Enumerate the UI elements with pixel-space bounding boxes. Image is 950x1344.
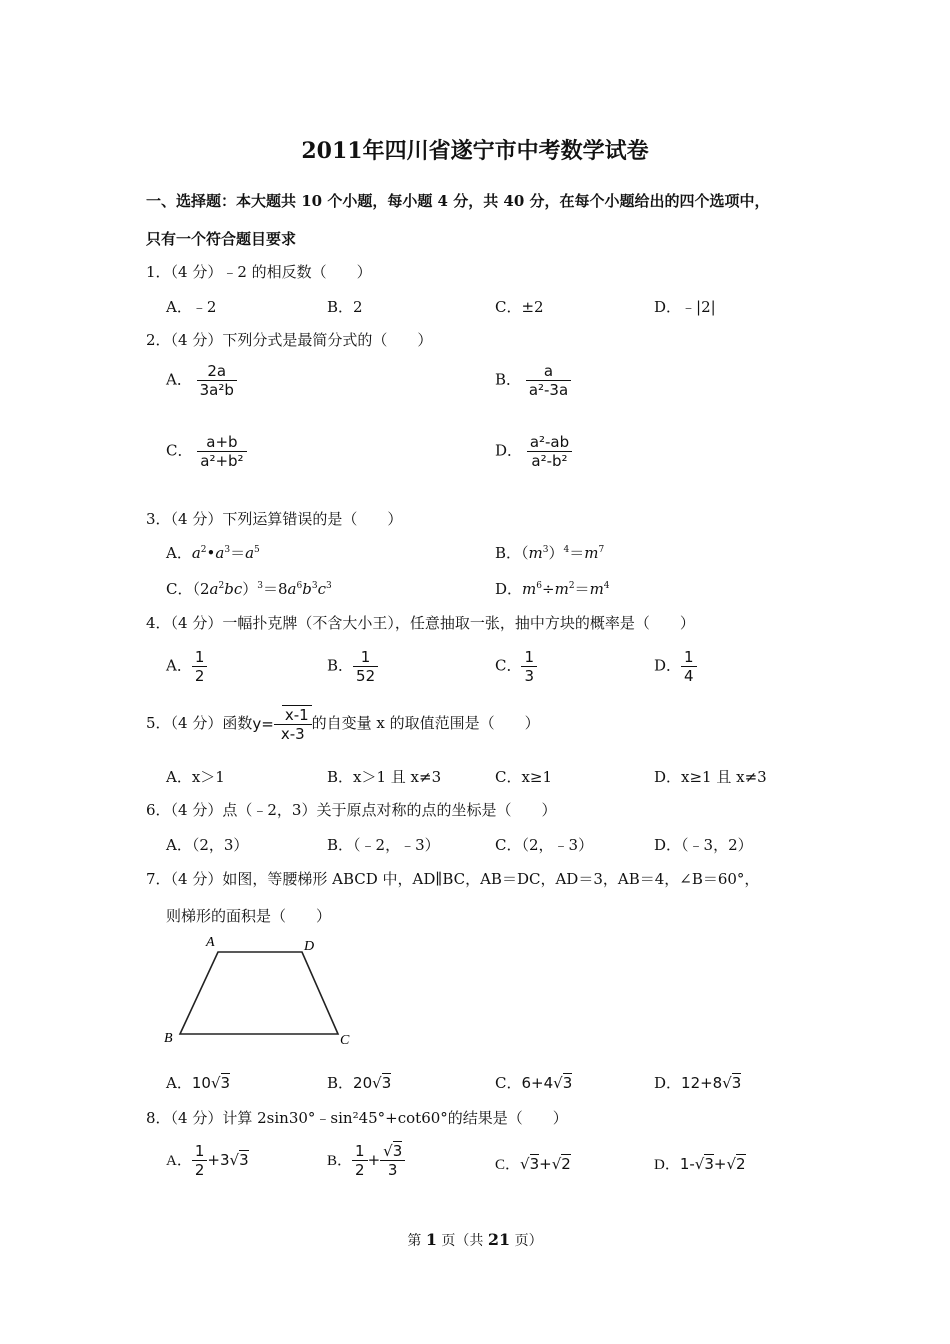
q8-option-c: C．√3+√2 (495, 1155, 571, 1173)
q4-b-num: 1 (360, 648, 371, 666)
q5-option-d: D．x≥1 且 x≠3 (654, 768, 767, 786)
q8-option-b: B． $\frac{1}{2}$ + $\frac{√3}{3}$ (327, 1142, 405, 1179)
q7-option-b: B．20√3 (327, 1074, 392, 1092)
q4-option-a (166, 648, 207, 685)
q5-option-c: C．x≥1 (495, 768, 553, 786)
q6-option-b: B．（﹣2，﹣3） (327, 836, 440, 854)
vertex-label-c: C (340, 1033, 350, 1048)
q2-b-fraction (526, 362, 571, 399)
q5-stem-pre: 5．（4 分）函数 (146, 714, 253, 732)
footer-post: 页） (510, 1233, 543, 1249)
page-footer (0, 1230, 950, 1250)
q5-option-a: A．x＞1 (166, 768, 225, 786)
footer-pre: 第 (407, 1233, 426, 1249)
q2-d-fraction (527, 433, 572, 470)
q2-b-den: a²-3a (528, 381, 569, 399)
q4-d-num: 1 (684, 648, 694, 666)
q8-option-a: A． $\frac{1}{2}$ +3√3 (166, 1142, 249, 1179)
q4-c-den: 3 (524, 667, 535, 685)
q2-a-fraction (197, 362, 237, 399)
q3-option-a: A．$a^2•a^3=a^5$ (166, 544, 260, 562)
q2-option-b (495, 362, 571, 399)
q7-b-label: B． (327, 1074, 354, 1092)
q5-option-b: B．x＞1 且 x≠3 (327, 768, 442, 786)
q5-stem-post: 的自变量 x 的取值范围是（ ） (311, 714, 540, 732)
q4-a-num: 1 (194, 648, 205, 666)
vertex-label-a: A (206, 935, 215, 950)
q2-d-label: D． (495, 441, 523, 460)
q2-option-d (495, 433, 572, 470)
q5-fn-num: x-1 (282, 705, 312, 724)
q3-d-label: D． (495, 580, 523, 598)
q8-b-label: B． (327, 1153, 353, 1169)
q2-c-num: a+b (206, 433, 238, 451)
q4-a-fraction (192, 648, 208, 685)
q2-a-label: A． (166, 370, 192, 389)
q1-option-c: C．±2 (495, 298, 544, 316)
q8-option-d: D．1-√3+√2 (654, 1155, 746, 1173)
page-title: 2011年四川省遂宁市中考数学试卷 (301, 138, 649, 164)
q3-b-label: B． (495, 544, 522, 562)
q7-stem-line1: 7．（4 分）如图，等腰梯形 ABCD 中，AD∥BC，AB＝DC，AD＝3，AB＝4，∠B＝60°， (146, 870, 760, 888)
q7-c-label: C． (495, 1074, 522, 1092)
q2-c-label: C． (166, 441, 193, 460)
section-heading-line1: 一、选择题：本大题共 10 个小题，每小题 4 分，共 40 分，在每个小题给出的四个选项中， (146, 192, 770, 210)
q4-d-label: D． (654, 656, 682, 675)
q7-option-a: A．10√3 (166, 1074, 231, 1092)
q5-function-fraction (274, 705, 312, 743)
q3-c-label: C． (166, 580, 193, 598)
q4-c-label: C． (495, 656, 522, 675)
q8-d-label: D． (654, 1157, 680, 1173)
q5-stem: 5．（4 分）函数y= $\frac{x-1}{x-3}$ 的自变量 x 的取值范围是（ ） (146, 706, 540, 743)
q2-option-c (166, 433, 247, 470)
q4-c-fraction (521, 648, 537, 685)
q2-b-label: B． (495, 370, 522, 389)
q7-d-value: 12+8 (681, 1074, 723, 1092)
q1-option-a: A．﹣2 (166, 298, 217, 316)
q3-option-b: B．$(m^3)^4=m^7$ (495, 544, 605, 562)
q1-option-d: D．﹣|2| (654, 298, 716, 316)
q8-c-label: C． (495, 1157, 521, 1173)
q6-stem: 6．（4 分）点（﹣2，3）关于原点对称的点的坐标是（ ） (146, 801, 557, 819)
q4-option-b (327, 648, 378, 685)
q4-stem: 4．（4 分）一幅扑克牌（不含大小王），任意抽取一张，抽中方块的概率是（ ） (146, 614, 695, 632)
q2-c-fraction (197, 433, 246, 470)
q4-b-den: 52 (356, 667, 376, 685)
q4-a-den: 2 (194, 667, 205, 685)
q1-stem: 1．（4 分）﹣2 的相反数（ ） (146, 263, 372, 281)
q3-option-c: C．$(2a^2bc)^3=8a^6b^3c^3$ (166, 580, 332, 598)
q8-stem: 8．（4 分）计算 2sin30°﹣sin²45°+cot60°的结果是（ ） (146, 1109, 568, 1127)
q2-d-den: a²-b² (531, 452, 568, 470)
q7-option-d: D．12+8√3 (654, 1074, 742, 1092)
q8-a-label: A． (166, 1153, 192, 1169)
section-heading-line2: 只有一个符合题目要求 (146, 230, 297, 248)
q2-a-num: 2a (207, 362, 227, 380)
q2-stem: 2．（4 分）下列分式是最简分式的（ ） (146, 331, 433, 349)
q7-stem-line2: 则梯形的面积是（ ） (166, 907, 332, 925)
q2-b-num: a (543, 362, 554, 380)
vertex-label-d: D (304, 939, 315, 954)
q7-b-value: 20 (353, 1074, 373, 1092)
q4-b-fraction (353, 648, 378, 685)
q6-option-c: C．（2，﹣3） (495, 836, 594, 854)
q4-a-label: A． (166, 656, 192, 675)
q2-c-den: a²+b² (200, 452, 244, 470)
q6-option-d: D．（﹣3，2） (654, 836, 753, 854)
q2-d-num: a²-ab (529, 433, 570, 451)
q4-b-label: B． (327, 656, 354, 675)
q4-option-c (495, 648, 537, 685)
q5-fn-den: x-3 (280, 725, 305, 743)
q6-option-a: A．（2，3） (166, 836, 249, 854)
trapezoid-shape (180, 952, 338, 1034)
q7-a-label: A． (166, 1074, 192, 1092)
q7-c-value: 6+4 (521, 1074, 554, 1092)
q3-stem: 3．（4 分）下列运算错误的是（ ） (146, 510, 403, 528)
q7-d-label: D． (654, 1074, 682, 1092)
q2-option-a (166, 362, 237, 399)
page-total: 21 (487, 1230, 511, 1249)
vertex-label-b: B (164, 1031, 173, 1046)
q4-option-d (654, 648, 697, 685)
trapezoid-figure (160, 930, 360, 1050)
q2-a-den: 3a²b (199, 381, 234, 399)
q4-c-num: 1 (524, 648, 535, 666)
q4-d-den: 4 (684, 667, 694, 685)
q7-a-value: 10 (191, 1074, 211, 1092)
q3-option-d: D．$m^6\div m^2=m^4$ (495, 580, 610, 598)
page-number: 1 (425, 1230, 437, 1249)
q7-option-c: C．6+4√3 (495, 1074, 573, 1092)
q4-d-fraction (681, 648, 697, 685)
q3-a-label: A． (166, 544, 192, 562)
q1-option-b: B．2 (327, 298, 363, 316)
footer-mid: 页（共 (436, 1233, 488, 1249)
